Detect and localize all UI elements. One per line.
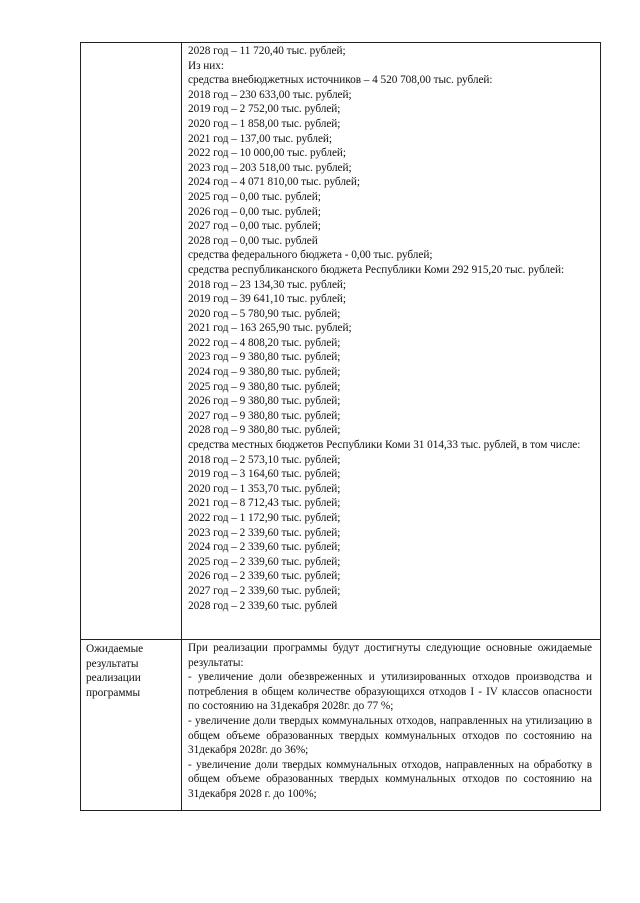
funding-line: 2019 год – 2 752,00 тыс. рублей;: [188, 103, 341, 116]
funding-line: средства внебюджетных источников – 4 520 708,00 тыс. рублей:: [188, 74, 493, 87]
local-budget-year-line: 2019 год – 3 164,60 тыс. рублей;: [188, 468, 341, 481]
funding-line: 2021 год – 137,00 тыс. рублей;: [188, 132, 333, 145]
local-budget-year-line: 2020 год – 1 353,70 тыс. рублей;: [188, 482, 341, 495]
republic-budget-year-line: 2024 год – 9 380,80 тыс. рублей;: [188, 366, 341, 379]
results-text-cell: [182, 640, 601, 811]
local-budget-year-line: 2018 год – 2 573,10 тыс. рублей;: [188, 453, 341, 466]
republic-budget-year-line: 2019 год – 39 641,10 тыс. рублей;: [188, 293, 346, 306]
republic-budget-year-line: 2018 год – 23 134,30 тыс. рублей;: [188, 278, 346, 291]
local-budget-year-line: 2025 год – 2 339,60 тыс. рублей;: [188, 555, 341, 568]
republic-budget-year-line: 2021 год – 163 265,90 тыс. рублей;: [188, 322, 352, 335]
local-budget-heading: средства местных бюджетов Республики Коми 31 014,33 тыс. рублей, в том числе:: [188, 439, 581, 452]
republic-budget-year-line: 2022 год – 4 808,20 тыс. рублей;: [188, 336, 341, 349]
funding-line: 2024 год – 4 071 810,00 тыс. рублей;: [188, 176, 360, 189]
funding-row: [81, 43, 601, 640]
funding-line: 2018 год – 230 633,00 тыс. рублей;: [188, 88, 352, 101]
funding-line: 2020 год – 1 858,00 тыс. рублей;: [188, 117, 341, 130]
funding-line: 2028 год – 11 720,40 тыс. рублей;: [188, 45, 346, 57]
results-label-line: результаты: [86, 657, 139, 670]
results-label-line: программы: [86, 686, 141, 699]
funding-label-cell: [81, 43, 182, 640]
funding-line: средства федерального бюджета - 0,00 тыс. рублей;: [188, 249, 433, 262]
results-label-line: Ожидаемые: [86, 643, 144, 655]
local-budget-year-line: 2024 год – 2 339,60 тыс. рублей;: [188, 541, 341, 554]
result-item: - увеличение доли твердых коммунальных отходов, направленных на обработку в общем объеме образованных твердых коммунальных отходов по состоянию на 31декабря 2028 г. до 100%;: [188, 758, 592, 800]
funding-line: 2028 год – 0,00 тыс. рублей: [188, 234, 318, 247]
funding-line: 2022 год – 10 000,00 тыс. рублей;: [188, 147, 346, 160]
funding-values-cell: [182, 43, 601, 640]
republic-budget-year-line: 2027 год – 9 380,80 тыс. рублей;: [188, 409, 341, 422]
local-budget-year-line: 2028 год – 2 339,60 тыс. рублей: [188, 599, 338, 612]
results-intro: При реализации программы будут достигнуты следующие основные ожидаемые результаты:: [188, 642, 592, 669]
funding-line: Из них:: [188, 59, 224, 72]
local-budget-year-line: 2021 год – 8 712,43 тыс. рублей;: [188, 497, 341, 510]
republic-budget-heading: средства республиканского бюджета Республики Коми 292 915,20 тыс. рублей:: [188, 263, 565, 276]
results-label-cell: [81, 640, 182, 811]
local-budget-year-line: 2022 год – 1 172,90 тыс. рублей;: [188, 512, 341, 524]
results-label-line: реализации: [86, 672, 141, 685]
funding-line: 2023 год – 203 518,00 тыс. рублей;: [188, 161, 352, 174]
republic-budget-year-line: 2028 год – 9 380,80 тыс. рублей;: [188, 424, 341, 437]
result-item: - увеличение доли обезвреженных и утилизированных отходов производства и потребления в общем количестве образующихся отходов I - IV классов опасности по состоянию на 31декабря 2028г. до 77 %;: [188, 671, 592, 713]
results-row: [81, 640, 601, 811]
funding-line: 2026 год – 0,00 тыс. рублей;: [188, 205, 321, 218]
local-budget-year-line: 2023 год – 2 339,60 тыс. рублей;: [188, 526, 341, 539]
republic-budget-year-line: 2025 год – 9 380,80 тыс. рублей;: [188, 380, 341, 393]
passport-table: [80, 42, 601, 811]
republic-budget-year-line: 2023 год – 9 380,80 тыс. рублей;: [188, 351, 341, 364]
local-budget-year-line: 2027 год – 2 339,60 тыс. рублей;: [188, 584, 341, 597]
republic-budget-year-line: 2026 год – 9 380,80 тыс. рублей;: [188, 395, 341, 408]
local-budget-year-line: 2026 год – 2 339,60 тыс. рублей;: [188, 570, 341, 583]
republic-budget-year-line: 2020 год – 5 780,90 тыс. рублей;: [188, 307, 341, 320]
result-item: - увеличение доли твердых коммунальных отходов, направленных на утилизацию в общем объеме образованных твердых коммунальных отходов по состоянию на 31декабря 2028г. до 36%;: [188, 714, 592, 757]
funding-line: 2027 год – 0,00 тыс. рублей;: [188, 220, 321, 233]
funding-line: 2025 год – 0,00 тыс. рублей;: [188, 190, 321, 203]
